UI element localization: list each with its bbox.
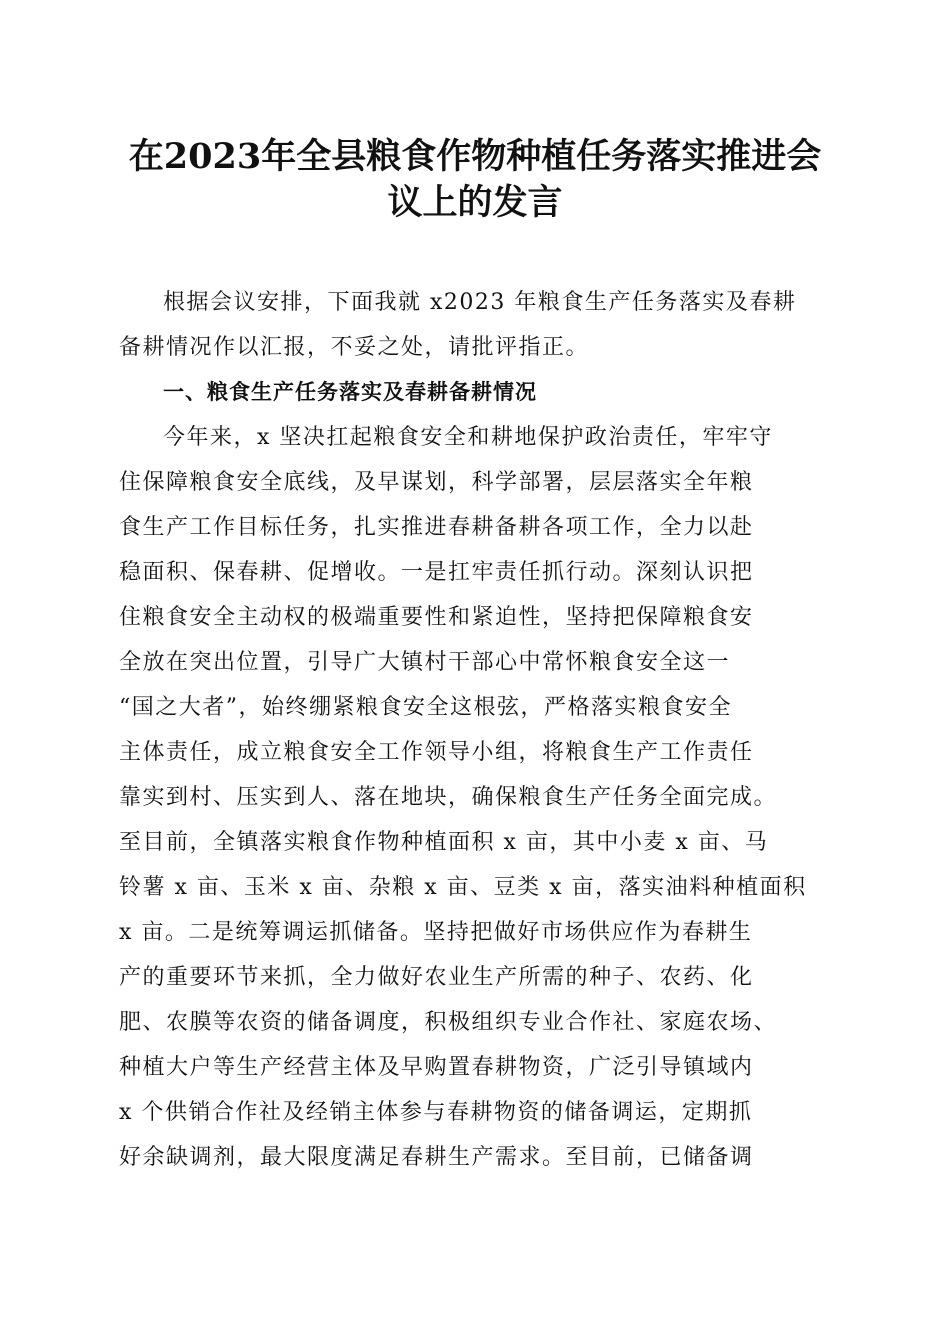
paragraph-line: x 亩。二是统筹调运抓储备。坚持把做好市场供应作为春耕生 xyxy=(119,920,753,945)
section-heading: 一、粮食生产任务落实及春耕备耕情况 xyxy=(163,380,537,404)
paragraph-line: 至目前，全镇落实粮食作物种植面积 x 亩，其中小麦 x 亩、马 xyxy=(119,830,769,855)
paragraph-line: 主体责任，成立粮食安全工作领导小组，将粮食生产工作责任 xyxy=(119,740,754,765)
paragraph-line: 今年来，x 坚决扛起粮食安全和耕地保护政治责任，牢牢守 xyxy=(163,425,773,450)
intro-line: 备耕情况作以汇报，不妥之处，请批评指正。 xyxy=(119,335,590,360)
intro-line: 根据会议安排，下面我就 x2023 年粮食生产任务落实及春耕 xyxy=(163,290,797,315)
paragraph-line: 靠实到村、压实到人、落在地块，确保粮食生产任务全面完成。 xyxy=(119,785,778,810)
paragraph-line: “国之大者”，始终绷紧粮食安全这根弦，严格落实粮食安全 xyxy=(119,695,732,720)
document-title xyxy=(100,134,850,226)
document-body xyxy=(119,280,831,1180)
title-line-2: 议上的发言 xyxy=(387,182,563,223)
paragraph-line: 住保障粮食安全底线，及早谋划，科学部署，层层落实全年粮 xyxy=(119,470,754,495)
paragraph-line: 全放在突出位置，引导广大镇村干部心中常怀粮食安全这一 xyxy=(119,650,731,675)
paragraph-line: 肥、农膜等农资的储备调度，积极组织专业合作社、家庭农场、 xyxy=(119,1010,778,1035)
paragraph-line: 稳面积、保春耕、促增收。一是扛牢责任抓行动。深刻认识把 xyxy=(119,560,754,585)
title-line-1: 在2023年全县粮食作物种植任务落实推进会 xyxy=(128,136,822,177)
paragraph-line: 产的重要环节来抓，全力做好农业生产所需的种子、农药、化 xyxy=(119,965,754,990)
paragraph-line: 种植大户等生产经营主体及早购置春耕物资，广泛引导镇域内 xyxy=(119,1055,754,1080)
paragraph-line: 住粮食安全主动权的极端重要性和紧迫性，坚持把保障粮食安 xyxy=(119,605,754,630)
paragraph-line: 食生产工作目标任务，扎实推进春耕备耕各项工作，全力以赴 xyxy=(119,515,754,540)
paragraph-line: 铃薯 x 亩、玉米 x 亩、杂粮 x 亩、豆类 x 亩，落实油料种植面积 xyxy=(119,875,807,900)
paragraph-line: 好余缺调剂，最大限度满足春耕生产需求。至目前，已储备调 xyxy=(119,1145,754,1170)
paragraph-line: x 个供销合作社及经销主体参与春耕物资的储备调运，定期抓 xyxy=(119,1100,753,1125)
